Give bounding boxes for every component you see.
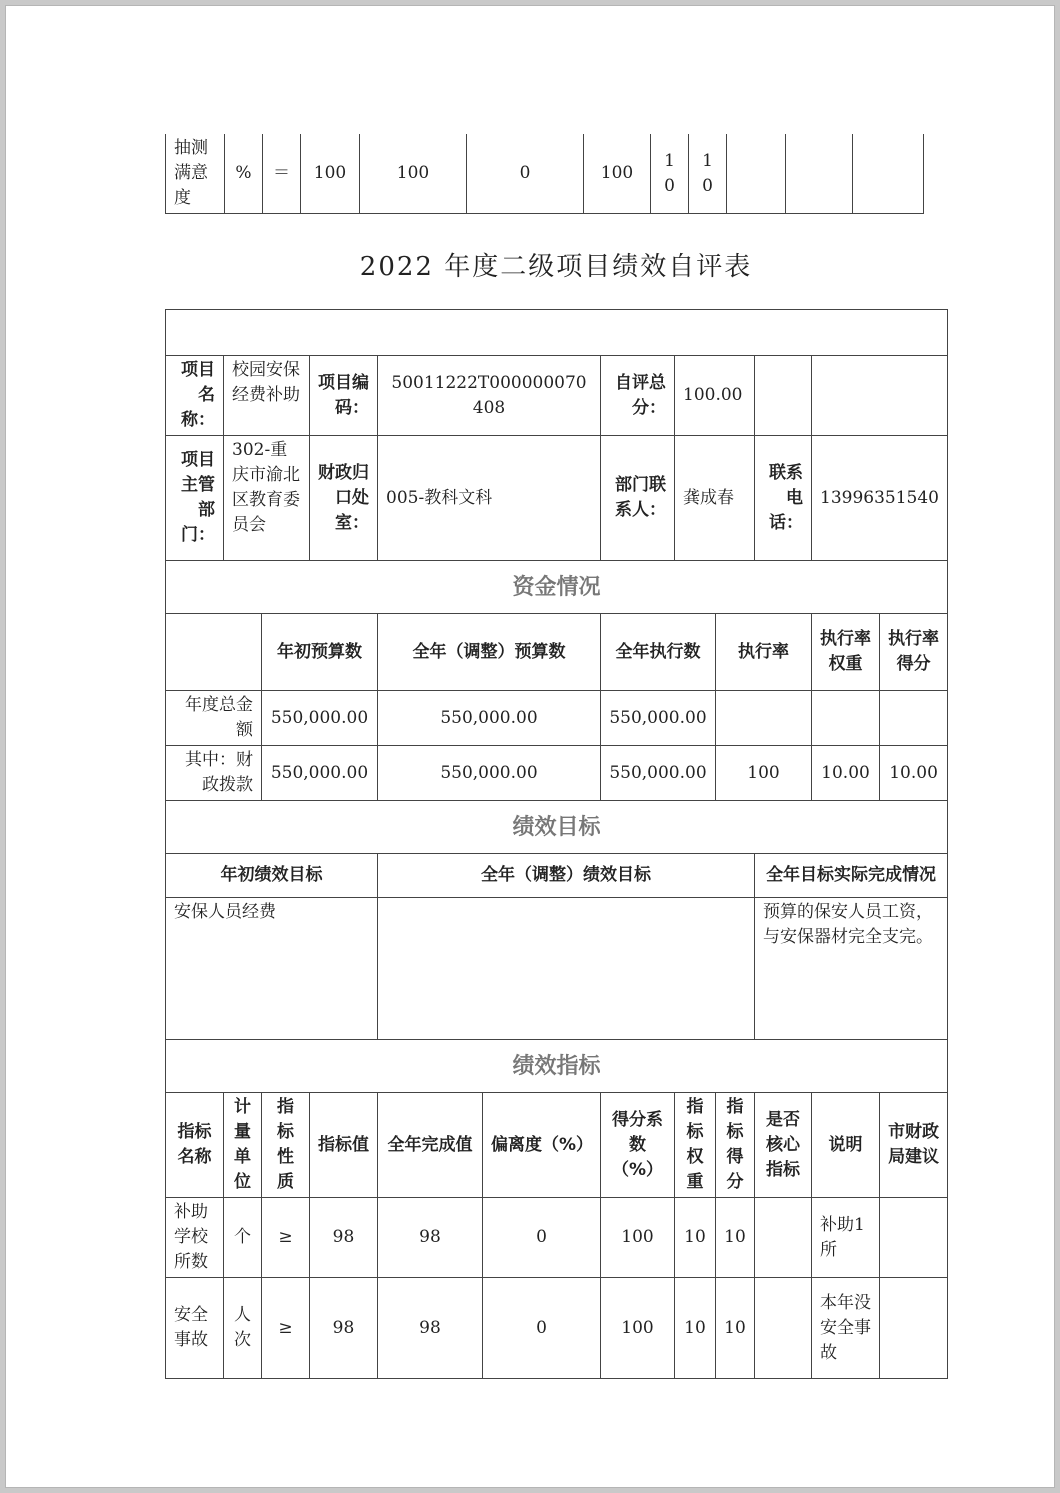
target-cell: 100 (301, 134, 360, 214)
indicator-name-cell: 抽测满意度 (166, 134, 225, 214)
table-row (166, 691, 948, 746)
table-row (166, 134, 924, 214)
funds-cell: 550,000.00 (601, 691, 716, 746)
indicators-heading: 绩效指标 (166, 1040, 948, 1093)
funds-row-label: 其中：财政拨款 (166, 746, 262, 801)
goals-header: 全年目标实际完成情况 (755, 854, 948, 898)
funds-header: 年初预算数 (262, 614, 378, 691)
funds-cell: 100 (716, 746, 812, 801)
indicator-header: 指标值 (310, 1093, 378, 1198)
indicator-name: 安全事故 (166, 1278, 224, 1379)
empty-cell (166, 614, 262, 691)
actual-completion: 预算的保安人员工资，与安保器材完全支完。 (755, 898, 948, 1040)
funds-cell (880, 691, 948, 746)
indicator-note: 补助1所 (812, 1198, 880, 1278)
indicators-section-row (166, 1040, 948, 1093)
indicator-header: 指标性质 (262, 1093, 310, 1198)
funds-header: 执行率权重 (812, 614, 880, 691)
indicator-score: 10 (716, 1278, 755, 1379)
note-cell (786, 134, 853, 214)
funds-header: 全年执行数 (601, 614, 716, 691)
indicator-weight: 10 (675, 1278, 716, 1379)
actual-cell: 100 (360, 134, 467, 214)
indicator-header: 指标得分 (716, 1093, 755, 1198)
previous-indicator-table (165, 134, 924, 214)
empty-cell (812, 356, 948, 436)
funds-header: 执行率 (716, 614, 812, 691)
project-name-label: 项目名称： (166, 356, 224, 436)
self-score-label: 自评总分： (601, 356, 675, 436)
funds-section-row (166, 561, 948, 614)
indicator-deviation: 0 (483, 1278, 601, 1379)
goals-heading: 绩效目标 (166, 801, 948, 854)
coef-cell: 100 (584, 134, 651, 214)
indicator-header: 全年完成值 (378, 1093, 483, 1198)
indicator-coef: 100 (601, 1278, 675, 1379)
dept-value: 302-重庆市渝北区教育委员会 (224, 436, 310, 561)
indicator-header: 计量单位 (224, 1093, 262, 1198)
phone-value: 13996351540 (812, 436, 948, 561)
indicator-header: 指标权重 (675, 1093, 716, 1198)
goals-content-row (166, 898, 948, 1040)
indicator-header: 是否核心指标 (755, 1093, 812, 1198)
funds-cell (716, 691, 812, 746)
indicator-actual: 98 (378, 1198, 483, 1278)
goals-header: 年初绩效目标 (166, 854, 378, 898)
indicator-advice (880, 1198, 948, 1278)
indicator-deviation: 0 (483, 1198, 601, 1278)
table-row (166, 746, 948, 801)
indicator-target: 98 (310, 1198, 378, 1278)
project-code-value: 50011222T000000070408 (378, 356, 601, 436)
indicator-header: 指标名称 (166, 1093, 224, 1198)
funds-cell: 550,000.00 (601, 746, 716, 801)
indicator-advice (880, 1278, 948, 1379)
funds-header-row (166, 614, 948, 691)
indicator-target: 98 (310, 1278, 378, 1379)
dept-label: 项目主管部门： (166, 436, 224, 561)
blank-header-row (166, 310, 948, 356)
indicator-header: 说明 (812, 1093, 880, 1198)
indicator-weight: 10 (675, 1198, 716, 1278)
self-score-value: 100.00 (675, 356, 755, 436)
funds-cell: 550,000.00 (262, 691, 378, 746)
funds-row-label: 年度总金额 (166, 691, 262, 746)
indicator-nature: ≥ (262, 1278, 310, 1379)
indicator-coef: 100 (601, 1198, 675, 1278)
funds-cell: 550,000.00 (262, 746, 378, 801)
indicator-note: 本年没安全事故 (812, 1278, 880, 1379)
score-cell: 10 (689, 134, 727, 214)
funds-cell: 550,000.00 (378, 691, 601, 746)
goals-header: 全年（调整）绩效目标 (378, 854, 755, 898)
funds-cell: 10.00 (880, 746, 948, 801)
core-cell (727, 134, 786, 214)
adjusted-goal (378, 898, 755, 1040)
funds-cell: 10.00 (812, 746, 880, 801)
document-page (5, 5, 1055, 1488)
goals-section-row (166, 801, 948, 854)
dept-info-row (166, 436, 948, 561)
funds-cell (812, 691, 880, 746)
contact-value: 龚成春 (675, 436, 755, 561)
project-code-label: 项目编码： (310, 356, 378, 436)
nature-cell: ＝ (263, 134, 301, 214)
indicator-header: 市财政局建议 (880, 1093, 948, 1198)
indicator-unit: 个 (224, 1198, 262, 1278)
project-name-value: 校园安保经费补助 (224, 356, 310, 436)
indicator-header: 偏离度（%） (483, 1093, 601, 1198)
indicator-nature: ≥ (262, 1198, 310, 1278)
project-info-row (166, 356, 948, 436)
funds-header: 执行率得分 (880, 614, 948, 691)
goals-header-row (166, 854, 948, 898)
indicator-core (755, 1198, 812, 1278)
empty-cell (755, 356, 812, 436)
indicator-core (755, 1278, 812, 1379)
indicator-score: 10 (716, 1198, 755, 1278)
page-title: 2022 年度二级项目绩效自评表 (359, 252, 753, 282)
finance-label: 财政归口处室： (310, 436, 378, 561)
advice-cell (853, 134, 924, 214)
table-row (166, 1198, 948, 1278)
phone-label: 联系电话： (755, 436, 812, 561)
weight-cell: 10 (651, 134, 689, 214)
indicator-unit: 人次 (224, 1278, 262, 1379)
indicator-header: 得分系数（%） (601, 1093, 675, 1198)
finance-value: 005-教科文科 (378, 436, 601, 561)
indicators-header-row (166, 1093, 948, 1198)
indicator-name: 补助学校所数 (166, 1198, 224, 1278)
initial-goal: 安保人员经费 (166, 898, 378, 1040)
deviation-cell: 0 (467, 134, 584, 214)
funds-header: 全年（调整）预算数 (378, 614, 601, 691)
indicator-actual: 98 (378, 1278, 483, 1379)
evaluation-table (165, 309, 948, 1379)
contact-label: 部门联系人： (601, 436, 675, 561)
unit-cell: % (225, 134, 263, 214)
funds-heading: 资金情况 (166, 561, 948, 614)
funds-cell: 550,000.00 (378, 746, 601, 801)
table-row (166, 1278, 948, 1379)
